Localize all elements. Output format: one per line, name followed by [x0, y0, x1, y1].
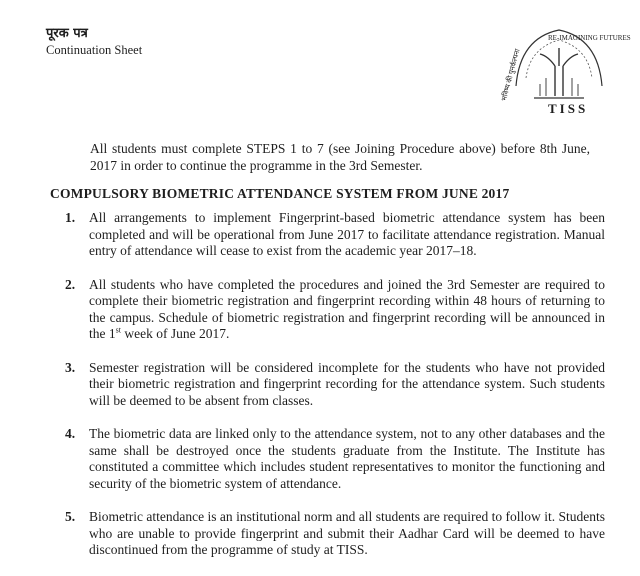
rules-list [65, 210, 605, 576]
letterhead [46, 26, 142, 58]
item-number: 2. [65, 276, 76, 292]
list-item [65, 426, 605, 492]
intro-paragraph: All students must complete STEPS 1 to 7 (see Joining Procedure above) before 8th June, 2017 in order to continue the programme in the 3rd Semester. [90, 141, 590, 173]
list-item [65, 509, 605, 559]
item-text: All arrangements to implement Fingerprint-based biometric attendance system has been completed and will be operational from June 2017 to facilitate attendance registration. Manual entry of attendance will cease to exist from the academic year 2017–18. [89, 210, 605, 258]
logo-hindi-ring-text: भविष्य की पुनर्कल्पना [500, 48, 522, 103]
item-number: 4. [65, 426, 76, 441]
ordinal-suffix: st [115, 325, 121, 335]
continuation-sheet-label: Continuation Sheet [46, 43, 143, 57]
item-text: Biometric attendance is an institutional norm and all students are required to follow it. Students who are unable to provide fingerprint and submit their Aadhar Card will be deemed to have discontinued from the programme of study at TISS. [89, 509, 605, 557]
item-text: Semester registration will be considered incomplete for the students who have not provided their biometric registration and fingerprint recording for the attendance system. Such students will be deemed to be absent from classes. [89, 359, 605, 408]
item-text: All students who have completed the procedures and joined the 3rd Semester are required to complete their biometric registration and fingerprint recording within 48 hours of returning to the campus. Schedule of biometric registration and fingerprint recording will be announced in the 1 [89, 276, 605, 341]
item-number: 3. [65, 359, 76, 375]
item-number: 1. [65, 210, 76, 225]
hindi-title: पूरक पत्र [46, 26, 88, 41]
list-item [65, 277, 605, 343]
logo-english-ring-text: RE-IMAGINING FUTURES [548, 34, 631, 42]
item-text: The biometric data are linked only to the attendance system, not to any other databases and the same shall be destroyed once the students graduate from the Institute. The Institute has constituted a committee which includes student representatives to monitor the functioning and security of the biometric system of attendance. [89, 426, 605, 491]
logo-wordmark: TISS [548, 101, 589, 116]
section-heading: COMPULSORY BIOMETRIC ATTENDANCE SYSTEM FROM JUNE 2017 [50, 186, 510, 201]
list-item [65, 360, 605, 410]
item-text-end: week of June 2017. [120, 326, 230, 341]
list-item [65, 210, 605, 260]
item-number: 5. [65, 509, 76, 524]
